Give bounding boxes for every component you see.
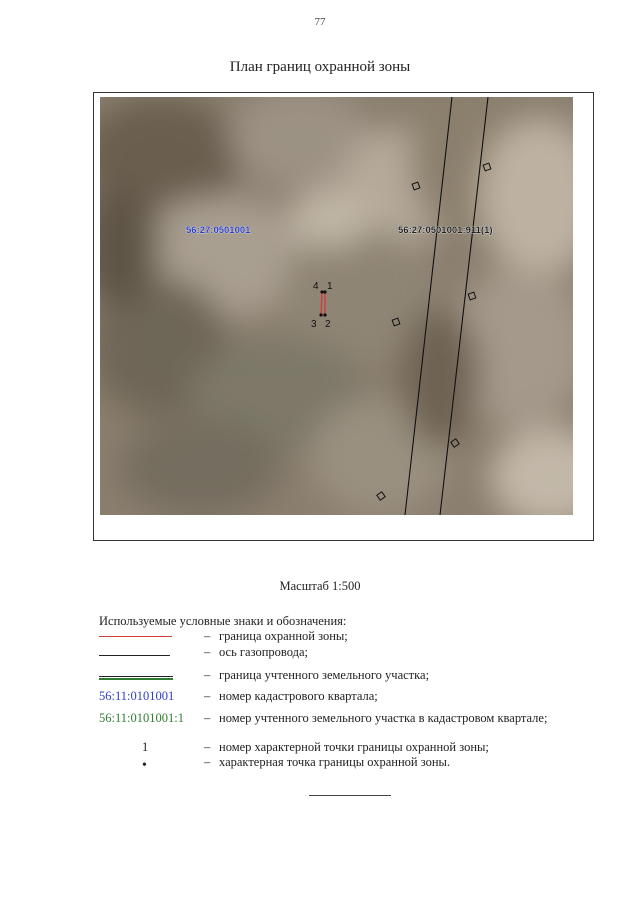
map-scale: Масштаб 1:500 (279, 579, 361, 593)
legend-text: граница учтенного земельного участка; (219, 668, 430, 682)
legend-item-point-marker: • – характерная точка границы охранной зоны. (142, 755, 451, 773)
point-label-4: 4 (313, 281, 319, 292)
legend-text: номер кадастрового квартала; (219, 689, 378, 703)
parcel-label: 56:27:0501001:911(1) (398, 225, 493, 236)
legend-symbol-black-line (99, 645, 194, 661)
legend-item-parcel-boundary: – граница учтенного земельного участка; (0, 668, 640, 684)
legend-symbol-parcel-number: 56:11:0101001:1 (99, 711, 184, 725)
legend-text: характерная точка границы охранной зоны. (219, 755, 451, 769)
legend-text: граница охранной зоны; (219, 629, 348, 643)
legend-symbol-green-line (99, 668, 194, 684)
plan-title: План границ охранной зоны (229, 59, 411, 75)
end-divider (309, 795, 391, 796)
legend-text: ось газопровода; (219, 645, 309, 659)
legend-item-zone-boundary: – граница охранной зоны; (0, 629, 640, 645)
point-label-3: 3 (311, 319, 317, 330)
legend-item-parcel-number: 56:11:0101001:1 – номер учтенного земельного участка в кадастровом квартале; (99, 711, 548, 725)
legend-symbol-red-line (99, 629, 194, 645)
point-label-2: 2 (325, 319, 331, 330)
legend-symbol-point-dot-icon: • (142, 758, 147, 773)
legend-item-cadastral-quarter: 56:11:0101001 – номер кадастрового квартала; (99, 689, 378, 703)
page-number: 77 (314, 16, 326, 28)
satellite-imagery (100, 97, 573, 515)
legend-text: номер характерной точки границы охранной зоны; (219, 740, 489, 754)
legend-text: номер учтенного земельного участка в кадастровом квартале; (219, 711, 548, 725)
legend-symbol-point-number: 1 (142, 740, 149, 754)
point-label-1: 1 (327, 281, 333, 292)
legend-title: Используемые условные знаки и обозначения: (99, 614, 347, 628)
map-view[interactable] (100, 97, 573, 515)
cadastral-quarter-label: 56:27:0501001 (186, 225, 251, 236)
legend-item-pipeline-axis: – ось газопровода; (0, 645, 640, 661)
legend-symbol-quarter-number: 56:11:0101001 (99, 689, 175, 703)
legend-item-point-number: 1 – номер характерной точки границы охранной зоны; (142, 740, 489, 754)
